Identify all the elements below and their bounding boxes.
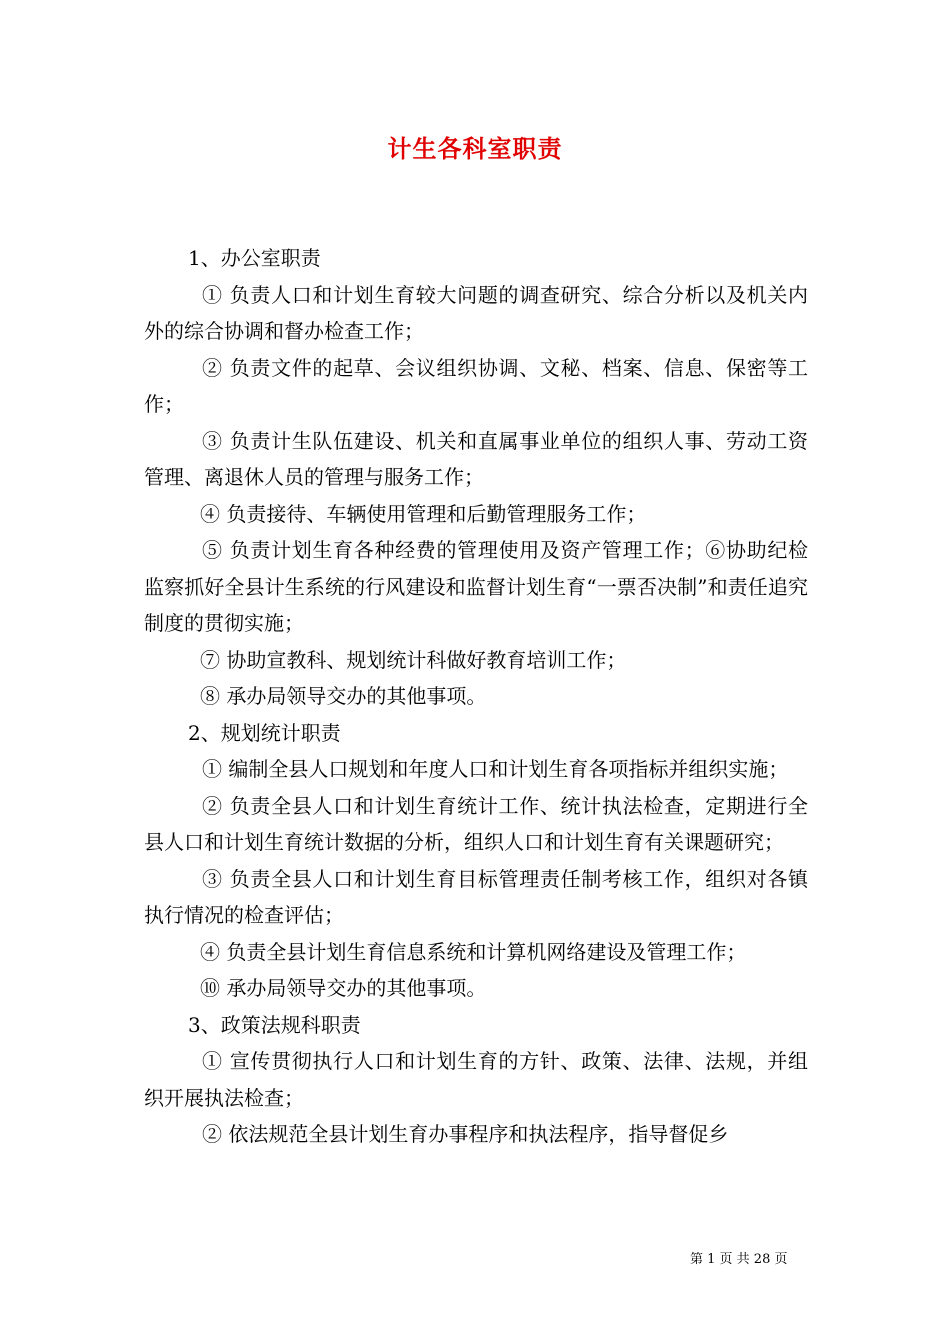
office-duty-4: ④ 负责接待、车辆使用管理和后勤管理服务工作； bbox=[200, 501, 647, 526]
office-duty-1: ① 负责人口和计划生育较大问题的调查研究、综合分析以及机关内外的综合协调和督办检查工作； bbox=[144, 282, 808, 343]
policy-duty-2: ② 依法规范全县计划生育办事程序和执法程序，指导督促乡 bbox=[202, 1122, 729, 1146]
section-heading-office: 1、办公室职责 bbox=[188, 246, 321, 270]
office-duty-7: ⑦ 协助宣教科、规划统计科做好教育培训工作； bbox=[200, 647, 627, 672]
document-title: 计生各科室职责 bbox=[387, 134, 563, 163]
office-duty-3: ③ 负责计生队伍建设、机关和直属事业单位的组织人事、劳动工资管理、离退休人员的管理与服务工作； bbox=[144, 428, 808, 489]
planning-duty-3: ③ 负责全县人口和计划生育目标管理责任制考核工作，组织对各镇执行情况的检查评估； bbox=[144, 866, 808, 927]
office-duty-5-6: ⑤ 负责计划生育各种经费的管理使用及资产管理工作；⑥协助纪检监察抓好全县计生系统的行风建设和监督计划生育“一票否决制”和责任追究制度的贯彻实施； bbox=[144, 538, 808, 635]
section-heading-planning-statistics: 2、规划统计职责 bbox=[188, 720, 341, 745]
policy-duty-1: ① 宣传贯彻执行人口和计划生育的方针、政策、法律、法规，并组织开展执法检查； bbox=[144, 1049, 808, 1110]
planning-duty-1: ① 编制全县人口规划和年度人口和计划生育各项指标并组织实施； bbox=[202, 757, 789, 781]
office-duty-8: ⑧ 承办局领导交办的其他事项。 bbox=[200, 684, 487, 708]
page-number: 第 1 页 共 28 页 bbox=[690, 1252, 788, 1267]
planning-duty-2: ② 负责全县人口和计划生育统计工作、统计执法检查，定期进行全县人口和计划生育统计数据的分析，组织人口和计划生育有关课题研究； bbox=[144, 793, 808, 854]
office-duty-2: ② 负责文件的起草、会议组织协调、文秘、档案、信息、保密等工作； bbox=[144, 355, 808, 416]
planning-duty-4: ④ 负责全县计划生育信息系统和计算机网络建设及管理工作； bbox=[200, 939, 747, 964]
planning-duty-10: ⑩ 承办局领导交办的其他事项。 bbox=[200, 976, 487, 1000]
document-body bbox=[144, 240, 808, 1153]
section-heading-policy-regulation: 3、政策法规科职责 bbox=[188, 1012, 361, 1037]
